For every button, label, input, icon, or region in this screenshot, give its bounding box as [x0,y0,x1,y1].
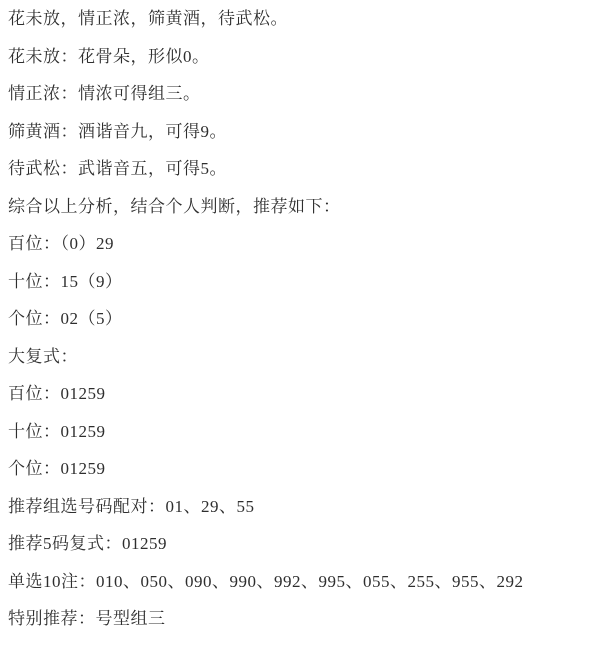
hundreds-pick: 百位：（0）29 [8,234,114,253]
duplex-tens: 十位：01259 [8,421,106,441]
summary-intro: 综合以上分析，结合个人判断，推荐如下： [8,196,341,216]
ten-single-selections: 单选10注：010、050、090、990、992、995、055、255、955、292 [8,571,524,591]
special-recommendation: 特别推荐：号型组三 [8,609,166,628]
tens-pick: 十位：15（9） [8,271,123,291]
duplex-hundreds: 百位：01259 [8,384,106,403]
units-pick: 个位：02（5） [8,309,123,328]
big-duplex-heading: 大复式： [8,346,78,366]
clue-qing-zheng-nong: 情正浓：情浓可得组三。 [8,84,201,103]
verse-line: 花未放，情正浓，筛黄酒，待武松。 [8,9,288,28]
clue-hua-wei-fang: 花未放：花骨朵，形似0。 [8,46,210,66]
group-select-pairs: 推荐组选号码配对：01、29、55 [8,496,255,516]
five-code-duplex: 推荐5码复式：01259 [8,534,167,553]
duplex-units: 个位：01259 [8,459,106,478]
clue-shai-huang-jiu: 筛黄酒：酒谐音九，可得9。 [8,121,227,141]
clue-dai-wu-song: 待武松：武谐音五，可得5。 [8,159,227,178]
